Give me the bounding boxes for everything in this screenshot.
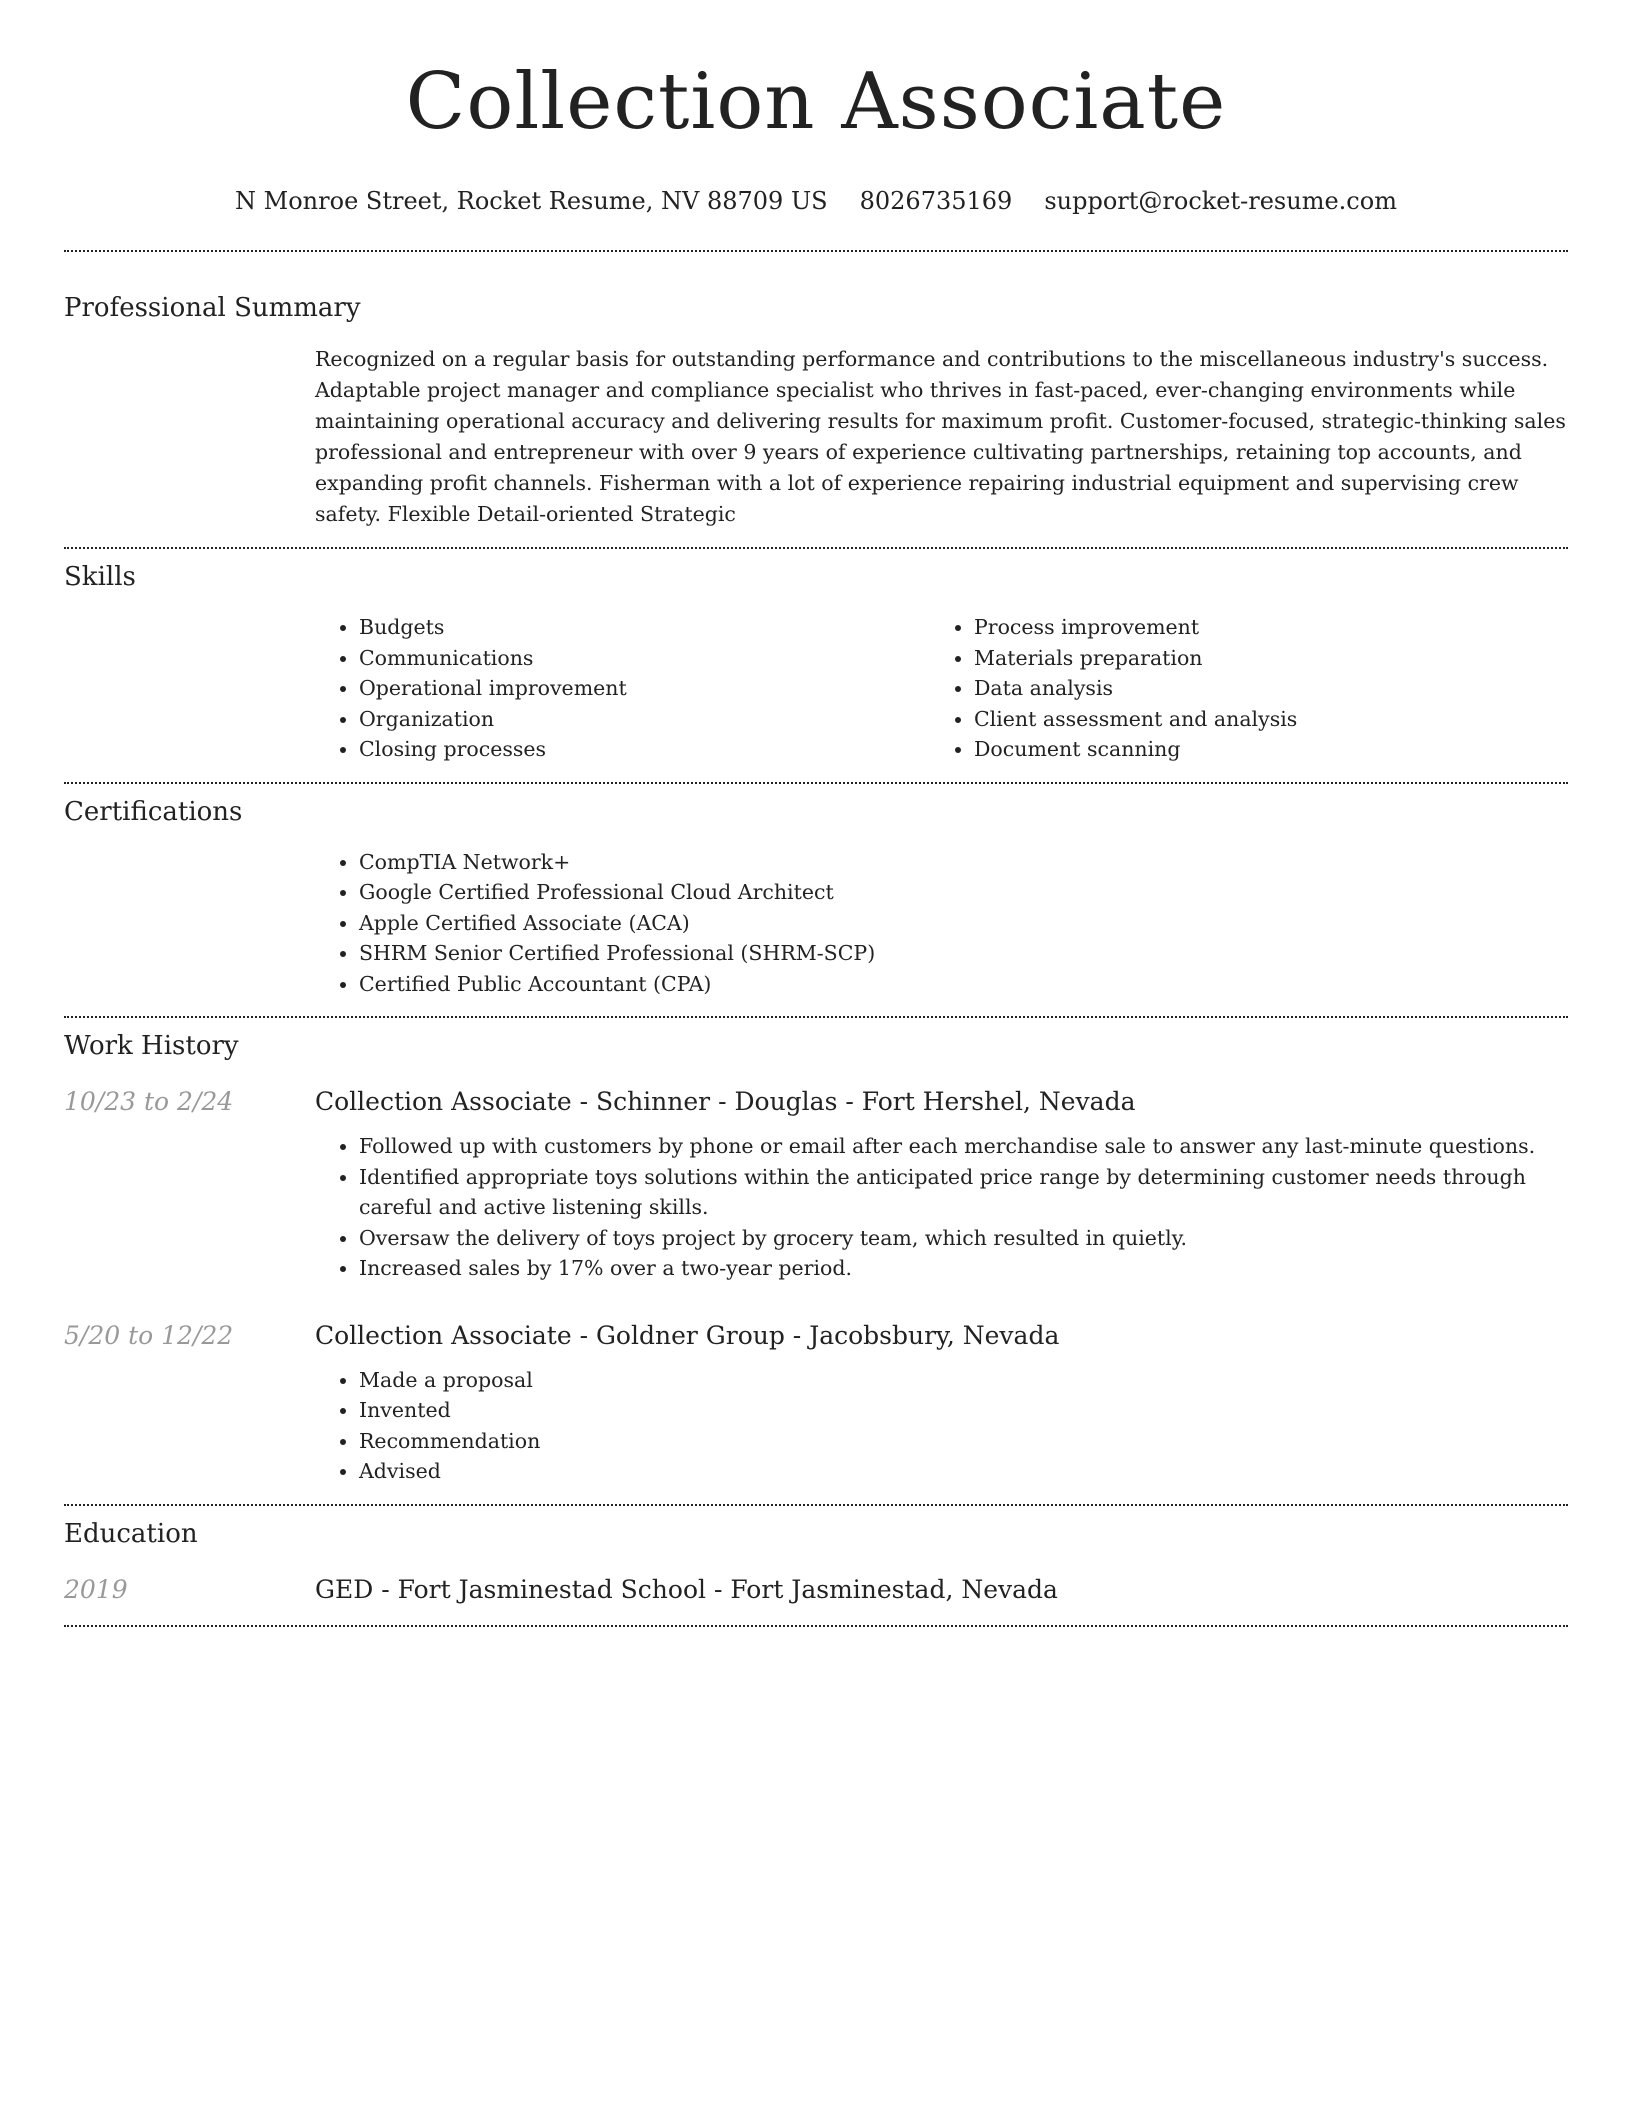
list-item: • Identified appropriate toys solutions within the anticipated price range by determining customer needs through careful and active listening skills. bbox=[359, 1162, 1568, 1223]
list-item: • Recommendation bbox=[359, 1426, 1568, 1457]
list-item: • Budgets bbox=[359, 612, 930, 643]
job-entry bbox=[64, 1085, 1568, 1284]
certifications-body bbox=[315, 847, 1568, 1000]
contact-address: N Monroe Street, Rocket Resume, NV 88709 US bbox=[235, 187, 828, 215]
work-title: Work History bbox=[64, 1031, 239, 1061]
list-item: • CompTIA Network+ bbox=[359, 847, 1568, 878]
list-item: • Invented bbox=[359, 1395, 1568, 1426]
skills-section bbox=[64, 549, 1568, 765]
job-bullet-list bbox=[315, 1131, 1568, 1284]
list-item: • Made a proposal bbox=[359, 1365, 1568, 1396]
job-header bbox=[64, 1085, 1568, 1119]
education-year: 2019 bbox=[64, 1574, 128, 1604]
skills-list-left bbox=[315, 612, 930, 765]
list-item: • Oversaw the delivery of toys project by grocery team, which resulted in quietly. bbox=[359, 1223, 1568, 1254]
list-item: • Google Certified Professional Cloud Architect bbox=[359, 877, 1568, 908]
list-item: • Data analysis bbox=[974, 673, 1545, 704]
job-header bbox=[64, 1319, 1568, 1353]
education-heading: GED - Fort Jasminestad School - Fort Jasminestad, Nevada bbox=[315, 1574, 1058, 1604]
job-dates: 5/20 to 12/22 bbox=[64, 1320, 234, 1350]
list-item: • Certified Public Accountant (CPA) bbox=[359, 969, 1568, 1000]
list-item: • Advised bbox=[359, 1456, 1568, 1487]
summary-section bbox=[64, 252, 1568, 530]
list-item: • Client assessment and analysis bbox=[974, 704, 1545, 735]
job-heading: Collection Associate - Schinner - Douglas - Fort Hershel, Nevada bbox=[315, 1087, 1136, 1116]
certifications-list bbox=[315, 847, 1568, 1000]
list-item: • Process improvement bbox=[974, 612, 1545, 643]
job-entry bbox=[64, 1319, 1568, 1487]
work-section bbox=[64, 1018, 1568, 1487]
list-item: • SHRM Senior Certified Professional (SHRM-SCP) bbox=[359, 938, 1568, 969]
list-item: • Operational improvement bbox=[359, 673, 930, 704]
job-bullet-list bbox=[315, 1365, 1568, 1487]
job-bullets bbox=[315, 1365, 1568, 1487]
contact-phone: 8026735169 bbox=[859, 187, 1013, 215]
education-divider bbox=[64, 1625, 1568, 1627]
contact-line bbox=[64, 186, 1568, 216]
list-item: • Organization bbox=[359, 704, 930, 735]
list-item: • Materials preparation bbox=[974, 643, 1545, 674]
job-dates: 10/23 to 2/24 bbox=[64, 1087, 234, 1116]
education-entry bbox=[64, 1573, 1568, 1607]
summary-text: Recognized on a regular basis for outstanding performance and contributions to the miscellaneous industry's success. Adaptable project manager and compliance specialist who thrives in fast-paced, ever-changing environments while maintaining operational accuracy and delivering results for maximum profit. Customer-focused, strategic-thinking sales professional and entrepreneur with over 9 years of experience cultivating partnerships, retaining top accounts, and expanding profit channels. Fisherman with a lot of experience repairing industrial equipment and supervising crew safety. Flexible Detail-oriented Strategic bbox=[315, 347, 1566, 526]
education-title: Education bbox=[64, 1518, 198, 1549]
list-item: • Followed up with customers by phone or email after each merchandise sale to answer any last-minute questions. bbox=[359, 1131, 1568, 1162]
skills-grid bbox=[315, 612, 1568, 765]
summary-title: Professional Summary bbox=[64, 293, 361, 323]
certifications-section bbox=[64, 784, 1568, 1000]
list-item: • Apple Certified Associate (ACA) bbox=[359, 908, 1568, 939]
skills-title: Skills bbox=[64, 562, 136, 592]
job-bullets bbox=[315, 1131, 1568, 1284]
skills-list-right bbox=[930, 612, 1545, 765]
list-item: • Communications bbox=[359, 643, 930, 674]
contact-email: support@rocket-resume.com bbox=[1044, 187, 1397, 215]
job-heading: Collection Associate - Goldner Group - Jacobsbury, Nevada bbox=[315, 1320, 1060, 1350]
list-item: • Closing processes bbox=[359, 734, 930, 765]
list-item: • Document scanning bbox=[974, 734, 1545, 765]
list-item: • Increased sales by 17% over a two-year period. bbox=[359, 1253, 1568, 1284]
resume-name: Collection Associate bbox=[405, 57, 1227, 147]
certifications-title: Certifications bbox=[64, 796, 243, 827]
summary-body bbox=[315, 344, 1568, 530]
education-section bbox=[64, 1506, 1568, 1607]
